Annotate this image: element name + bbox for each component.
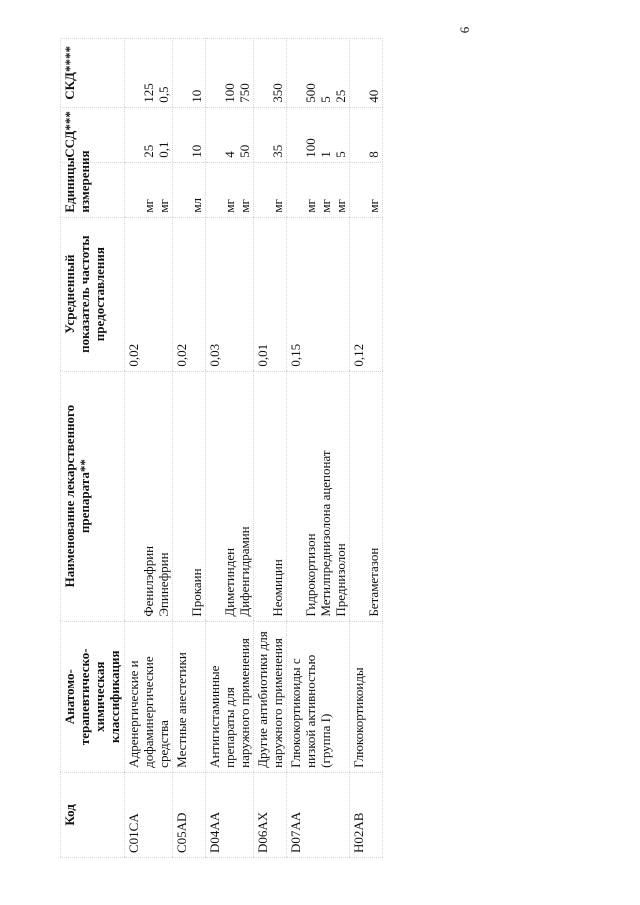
table-row	[254, 39, 287, 858]
skd-values	[254, 39, 287, 108]
skd-value: 10	[189, 89, 204, 103]
frequency-value: 0,01	[254, 217, 287, 371]
frequency-value: 0,02	[125, 217, 173, 371]
atc-code: C05AD	[173, 772, 206, 857]
unit-value: мг	[270, 199, 285, 213]
ssd-value: 100	[303, 138, 318, 158]
ssd-value: 25	[141, 144, 156, 158]
atc-code: D04AA	[206, 772, 254, 857]
skd-values	[206, 39, 254, 108]
ssd-value: 10	[189, 144, 204, 158]
table-body	[125, 39, 383, 858]
skd-value: 0,5	[156, 86, 171, 103]
atc-code: D06AX	[254, 772, 287, 857]
unit-value: мг	[303, 199, 318, 213]
unit-values	[254, 162, 287, 217]
header-code: Код	[61, 772, 125, 857]
ssd-values	[206, 107, 254, 162]
skd-value: 125	[141, 83, 156, 103]
atc-classification: Глюкокортикоиды	[350, 621, 383, 772]
unit-values	[206, 162, 254, 217]
table-row	[350, 39, 383, 858]
drug-name: Диметинден	[222, 547, 237, 617]
drug-names	[350, 371, 383, 621]
rotated-content	[60, 38, 630, 858]
ssd-value: 8	[366, 151, 381, 158]
drug-names	[287, 371, 350, 621]
ssd-values	[350, 107, 383, 162]
header-ssd: ССД***	[61, 107, 125, 162]
ssd-value: 35	[270, 144, 285, 158]
frequency-value: 0,02	[173, 217, 206, 371]
ssd-value: 5	[333, 151, 348, 158]
ssd-value: 1	[318, 151, 333, 158]
skd-values	[287, 39, 350, 108]
unit-values	[125, 162, 173, 217]
skd-value: 40	[366, 89, 381, 103]
table-row	[287, 39, 350, 858]
table-header-row	[61, 39, 125, 858]
atc-code: H02AB	[350, 772, 383, 857]
drug-name: Метилпреднизолона ацепонат	[318, 450, 333, 617]
table-row	[173, 39, 206, 858]
drug-names	[125, 371, 173, 621]
drug-name: Неомицин	[270, 559, 285, 617]
skd-values	[173, 39, 206, 108]
drug-names	[254, 371, 287, 621]
atc-classification: Антигистаминные препараты для наружного применения	[206, 621, 254, 772]
atc-classification: Глюкокортикоиды с низкой активностью (группа I)	[287, 621, 350, 772]
unit-values	[350, 162, 383, 217]
page-number: 6	[457, 26, 472, 34]
drug-name: Фенилэфрин	[141, 545, 156, 617]
drug-name: Дифенгидрамин	[237, 526, 252, 617]
header-frequency: Усредненный показатель частоты предоставления	[61, 217, 125, 371]
unit-value: мг	[237, 199, 252, 213]
ssd-values	[173, 107, 206, 162]
skd-value: 5	[318, 96, 333, 103]
drug-name: Преднизолон	[333, 543, 348, 617]
skd-value: 100	[222, 83, 237, 103]
ssd-value: 0,1	[156, 141, 171, 158]
drug-name: Эпинефрин	[156, 552, 171, 617]
drug-table	[60, 38, 383, 858]
unit-value: мг	[333, 199, 348, 213]
frequency-value: 0,12	[350, 217, 383, 371]
table-row	[125, 39, 173, 858]
header-skd: СКД****	[61, 39, 125, 108]
drug-name: Прокаин	[189, 568, 204, 617]
unit-value: мг	[222, 199, 237, 213]
atc-code: D07AA	[287, 772, 350, 857]
ssd-values	[287, 107, 350, 162]
frequency-value: 0,03	[206, 217, 254, 371]
unit-values	[287, 162, 350, 217]
ssd-value: 4	[222, 151, 237, 158]
drug-name: Гидрокортизон	[303, 533, 318, 617]
header-drug: Наименование лекарственного препарата**	[61, 371, 125, 621]
atc-classification: Адренергические и дофаминергические средства	[125, 621, 173, 772]
atc-classification: Местные анестетики	[173, 621, 206, 772]
frequency-value: 0,15	[287, 217, 350, 371]
unit-values	[173, 162, 206, 217]
unit-value: мг	[318, 199, 333, 213]
header-atc: Анатомо-терапевтическо-химическая классификация	[61, 621, 125, 772]
header-unit: Единицы измерения	[61, 162, 125, 217]
table-row	[206, 39, 254, 858]
ssd-value: 50	[237, 144, 252, 158]
unit-value: мг	[366, 199, 381, 213]
skd-value: 350	[270, 83, 285, 103]
unit-value: мг	[141, 199, 156, 213]
drug-names	[173, 371, 206, 621]
drug-name: Бетаметазон	[366, 547, 381, 617]
skd-value: 750	[237, 83, 252, 103]
skd-value: 25	[333, 89, 348, 103]
ssd-values	[254, 107, 287, 162]
ssd-values	[125, 107, 173, 162]
skd-values	[125, 39, 173, 108]
drug-names	[206, 371, 254, 621]
skd-value: 500	[303, 83, 318, 103]
atc-classification: Другие антибиотики для наружного применения	[254, 621, 287, 772]
atc-code: C01CA	[125, 772, 173, 857]
unit-value: мл	[189, 197, 204, 213]
skd-values	[350, 39, 383, 108]
unit-value: мг	[156, 199, 171, 213]
